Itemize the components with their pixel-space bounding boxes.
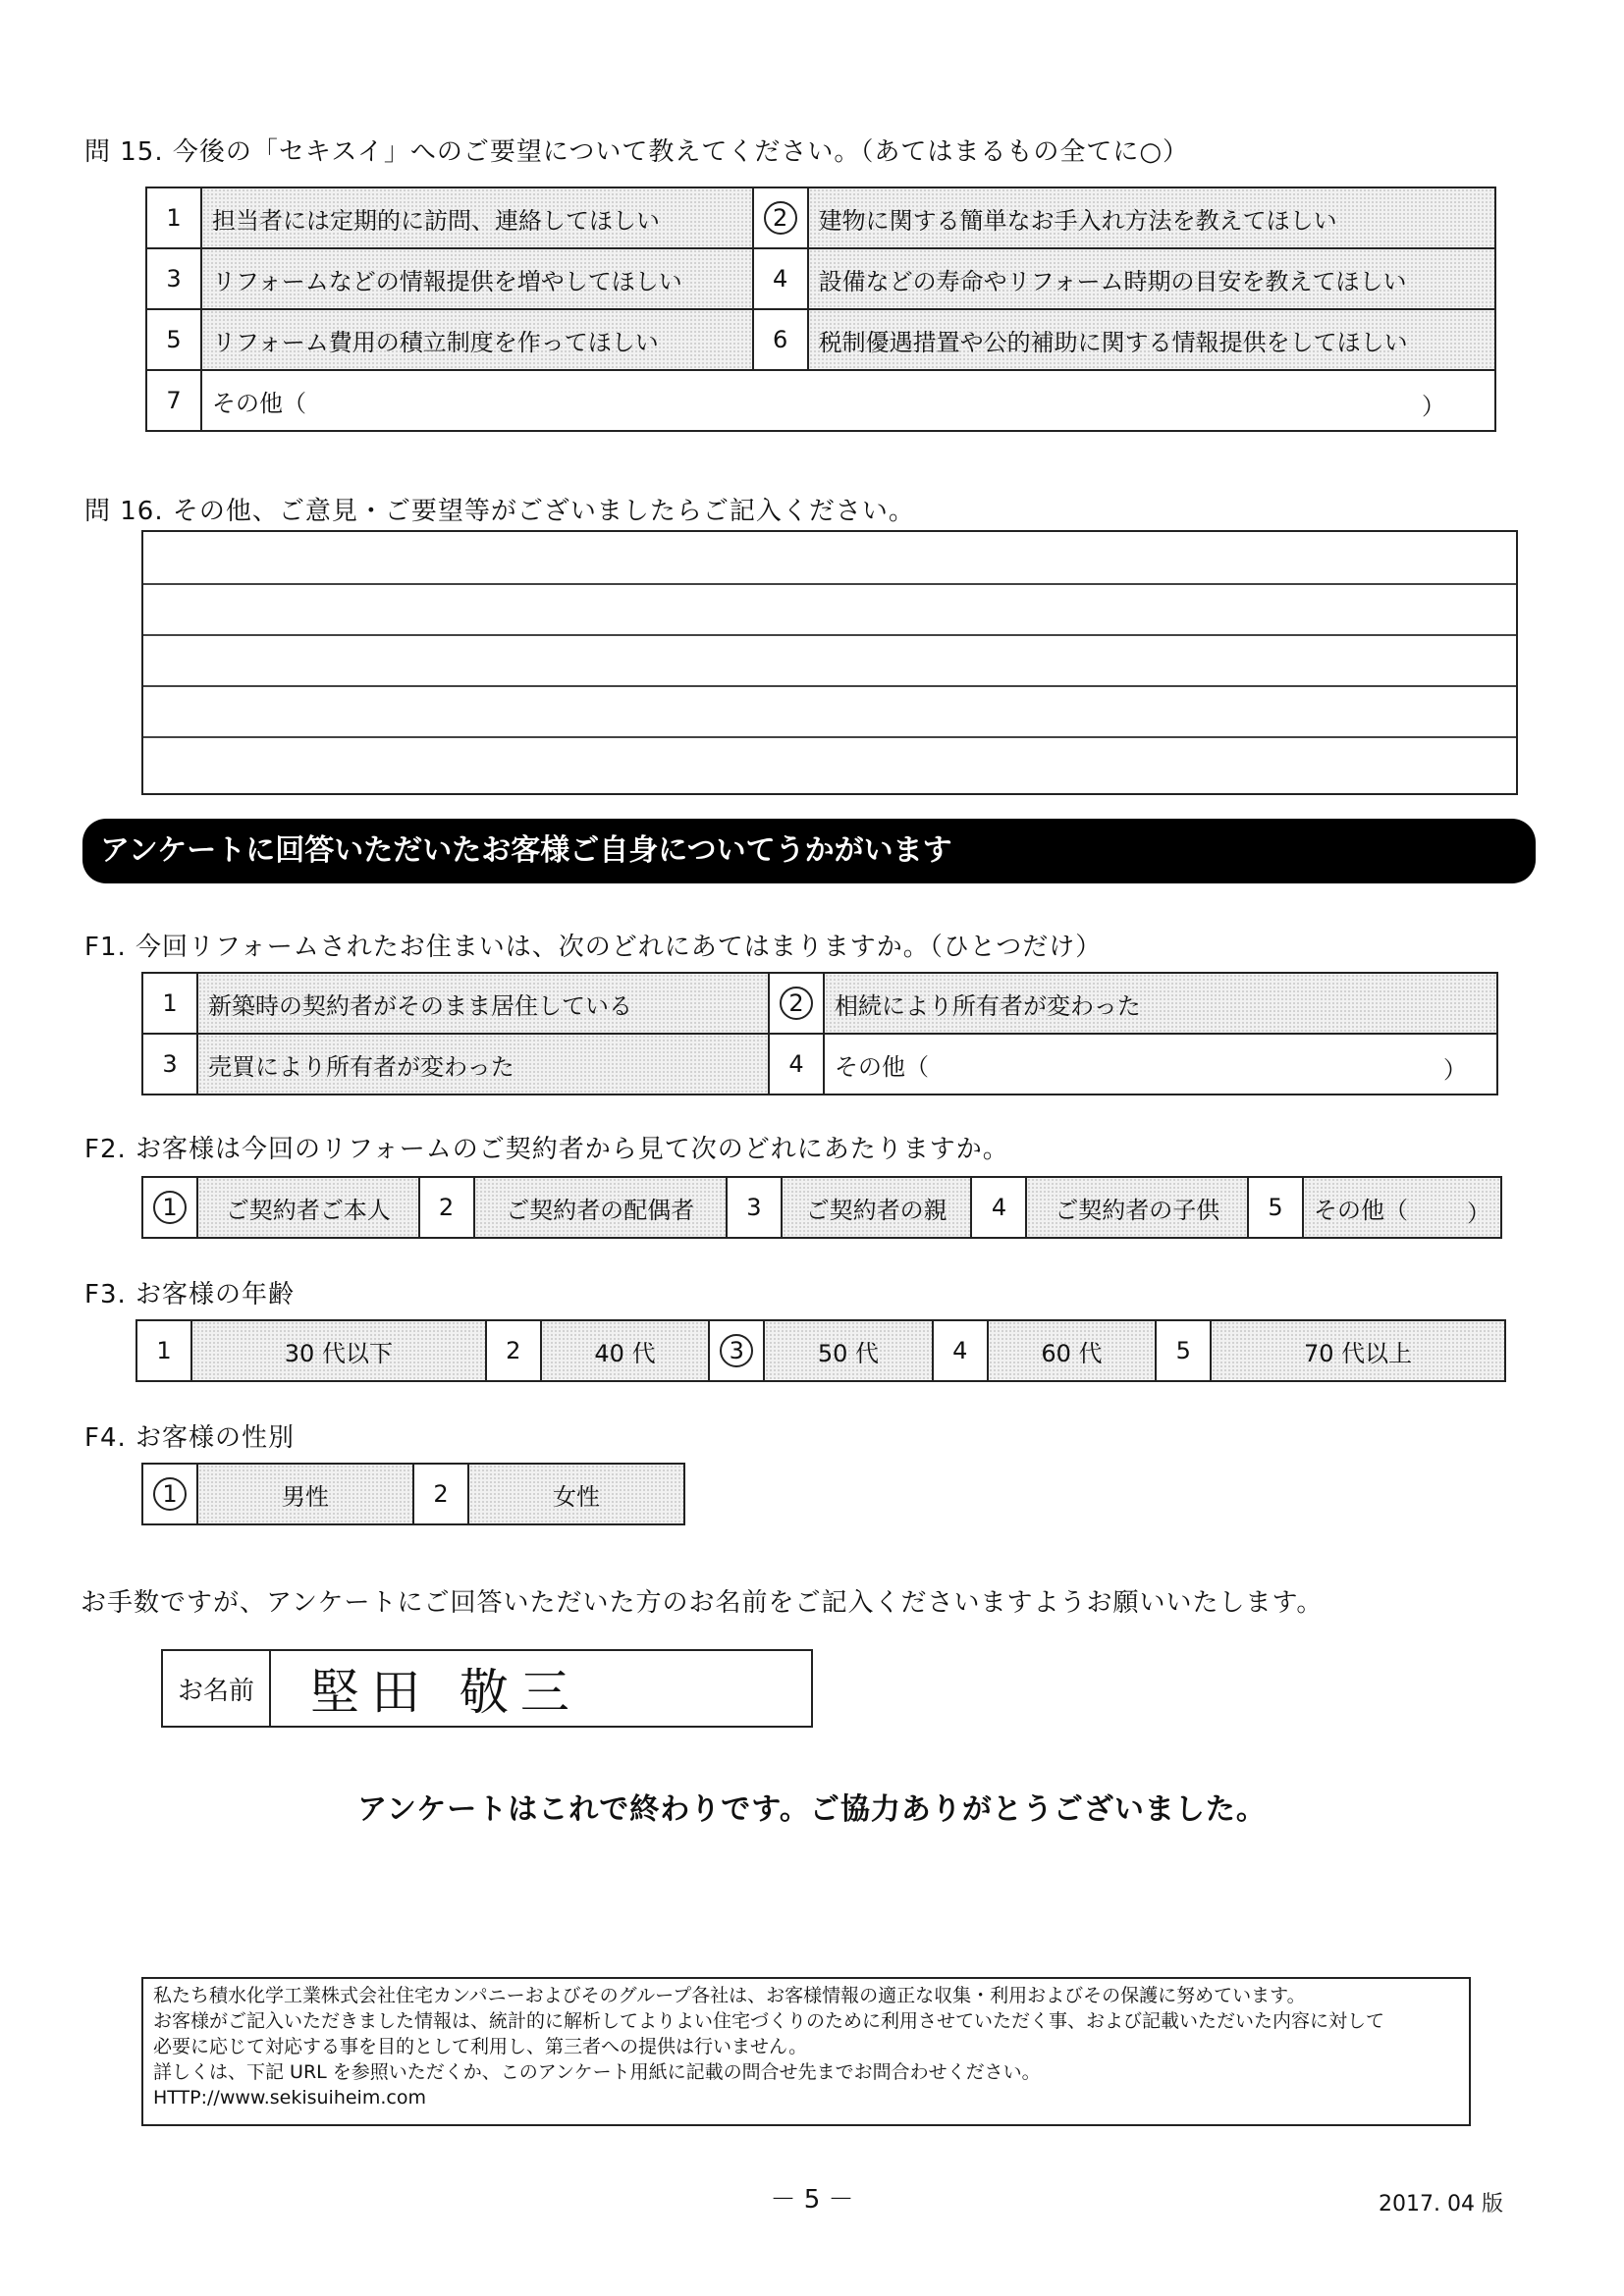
notice-line: 私たち積水化学工業株式会社住宅カンパニーおよびそのグループ各社は、お客様情報の適正な収集・利用およびその保護に努めています。 — [153, 1985, 1306, 2006]
f3-title: F3. お客様の年齢 — [84, 1280, 296, 1309]
f1-option-2-label: 相続により所有者が変わった — [824, 973, 1497, 1034]
notice-line: 必要に応じて対応する事を目的として利用し、第三者への提供は行いません。 — [153, 2036, 808, 2057]
q15-option-4-number[interactable]: 4 — [753, 248, 808, 309]
f1-option-3-number[interactable]: 3 — [142, 1034, 197, 1095]
q15-option-2-number[interactable] — [753, 187, 808, 248]
f4-title: F4. お客様の性別 — [84, 1423, 296, 1453]
f2-other-field[interactable] — [1303, 1177, 1501, 1238]
f2-option-5-number[interactable]: 5 — [1248, 1177, 1303, 1238]
f3-option-3-label: 50 代 — [764, 1320, 932, 1381]
f2-option-2-label: ご契約者の配偶者 — [474, 1177, 727, 1238]
q15-option-6-number[interactable]: 6 — [753, 309, 808, 370]
q15-other-label: その他（ — [212, 389, 306, 417]
notice-line: お客様がご記入いただきました情報は、統計的に解析してよりよい住宅づくりのために利用させていただく事、および記載いただいた内容に対して — [153, 2010, 1385, 2032]
f3-option-2-label: 40 代 — [541, 1320, 709, 1381]
f2-option-4-label: ご契約者の子供 — [1026, 1177, 1248, 1238]
comment-line — [143, 685, 1516, 687]
q16-comment-area[interactable] — [141, 530, 1518, 795]
q16-title: 問 16. その他、ご意見・ご要望等がございましたらご記入ください。 — [84, 497, 915, 526]
name-table — [161, 1649, 813, 1728]
f3-option-5-label: 70 代以上 — [1211, 1320, 1505, 1381]
f3-option-4-label: 60 代 — [988, 1320, 1156, 1381]
f4-option-1-number[interactable] — [142, 1464, 197, 1524]
selected-circle-mark: 2 — [780, 987, 813, 1020]
q15-option-3-label: リフォームなどの情報提供を増やしてほしい — [201, 248, 753, 309]
f1-option-4-number[interactable]: 4 — [769, 1034, 824, 1095]
q15-option-4-label: 設備などの寿命やリフォーム時期の目安を教えてほしい — [808, 248, 1495, 309]
f1-option-1-label: 新築時の契約者がそのまま居住している — [197, 973, 769, 1034]
f1-other-close: ） — [1443, 1056, 1467, 1084]
f3-option-3-number[interactable] — [709, 1320, 764, 1381]
f2-option-1-number[interactable] — [142, 1177, 197, 1238]
f1-option-3-label: 売買により所有者が変わった — [197, 1034, 769, 1095]
q15-other-field[interactable] — [201, 370, 1495, 431]
name-label: お名前 — [162, 1650, 270, 1727]
q15-option-6-label: 税制優遇措置や公的補助に関する情報提供をしてほしい — [808, 309, 1495, 370]
f3-option-2-number[interactable]: 2 — [486, 1320, 541, 1381]
f4-option-2-number[interactable]: 2 — [413, 1464, 468, 1524]
f2-option-2-number[interactable]: 2 — [419, 1177, 474, 1238]
comment-line — [143, 736, 1516, 738]
f4-options-table — [141, 1463, 685, 1525]
q15-option-5-number[interactable]: 5 — [146, 309, 201, 370]
f3-option-5-number[interactable]: 5 — [1156, 1320, 1211, 1381]
selected-circle-mark: 1 — [153, 1477, 187, 1511]
comment-line — [143, 634, 1516, 636]
f2-title: F2. お客様は今回のリフォームのご契約者から見て次のどれにあたりますか。 — [84, 1135, 1009, 1164]
f1-other-label: その他（ — [835, 1052, 929, 1081]
f2-options-table — [141, 1176, 1502, 1239]
f2-option-4-number[interactable]: 4 — [971, 1177, 1026, 1238]
f3-option-1-number[interactable]: 1 — [136, 1320, 191, 1381]
closing-message: アンケートはこれで終わりです。ご協力ありがとうございました。 — [357, 1792, 1267, 1827]
q15-options-table — [145, 187, 1496, 432]
q15-option-1-label: 担当者には定期的に訪問、連絡してほしい — [201, 187, 753, 248]
f2-other-close: ） — [1467, 1200, 1490, 1227]
q15-option-7-number[interactable]: 7 — [146, 370, 201, 431]
privacy-notice — [141, 1977, 1471, 2126]
f3-options-table — [135, 1319, 1506, 1382]
f4-option-2-label: 女性 — [468, 1464, 684, 1524]
q15-option-1-number[interactable]: 1 — [146, 187, 201, 248]
f3-option-4-number[interactable]: 4 — [933, 1320, 988, 1381]
comment-line — [143, 583, 1516, 585]
selected-circle-mark: 3 — [720, 1334, 753, 1367]
selected-circle-mark: 1 — [153, 1191, 187, 1224]
name-request-text: お手数ですが、アンケートにご回答いただいた方のお名前をご記入くださいますようお願いいたします。 — [81, 1588, 1324, 1618]
f2-option-3-number[interactable]: 3 — [727, 1177, 782, 1238]
f1-other-field[interactable] — [824, 1034, 1497, 1095]
notice-line: 詳しくは、下記 URL を参照いただくか、このアンケート用紙に記載の問合せ先までお問合わせください。 — [153, 2061, 1041, 2083]
q15-option-2-label: 建物に関する簡単なお手入れ方法を教えてほしい — [808, 187, 1495, 248]
notice-url[interactable]: HTTP://www.sekisuiheim.com — [153, 2087, 426, 2109]
f2-other-label: その他（ — [1314, 1196, 1408, 1224]
f1-options-table — [141, 972, 1498, 1095]
q15-other-close: ） — [1422, 393, 1445, 420]
q15-title: 問 15. 今後の「セキスイ」へのご要望について教えてください。（あてはまるもの全てに○） — [84, 137, 1190, 167]
f2-option-1-label: ご契約者ご本人 — [197, 1177, 419, 1238]
q15-option-5-label: リフォーム費用の積立制度を作ってほしい — [201, 309, 753, 370]
version-label: 2017. 04 版 — [1379, 2192, 1503, 2216]
name-input[interactable]: 堅田 敬三 — [270, 1650, 812, 1727]
q15-option-3-number[interactable]: 3 — [146, 248, 201, 309]
f1-option-2-number[interactable] — [769, 973, 824, 1034]
page-number: － 5 － — [770, 2185, 854, 2215]
f1-title: F1. 今回リフォームされたお住まいは、次のどれにあてはまりますか。（ひとつだけ） — [84, 933, 1103, 962]
f2-option-3-label: ご契約者の親 — [782, 1177, 972, 1238]
selected-circle-mark: 2 — [764, 201, 797, 235]
f4-option-1-label: 男性 — [197, 1464, 413, 1524]
f3-option-1-label: 30 代以下 — [191, 1320, 486, 1381]
f1-option-1-number[interactable]: 1 — [142, 973, 197, 1034]
section-header-bar: アンケートに回答いただいたお客様ご自身についてうかがいます — [82, 819, 1536, 883]
